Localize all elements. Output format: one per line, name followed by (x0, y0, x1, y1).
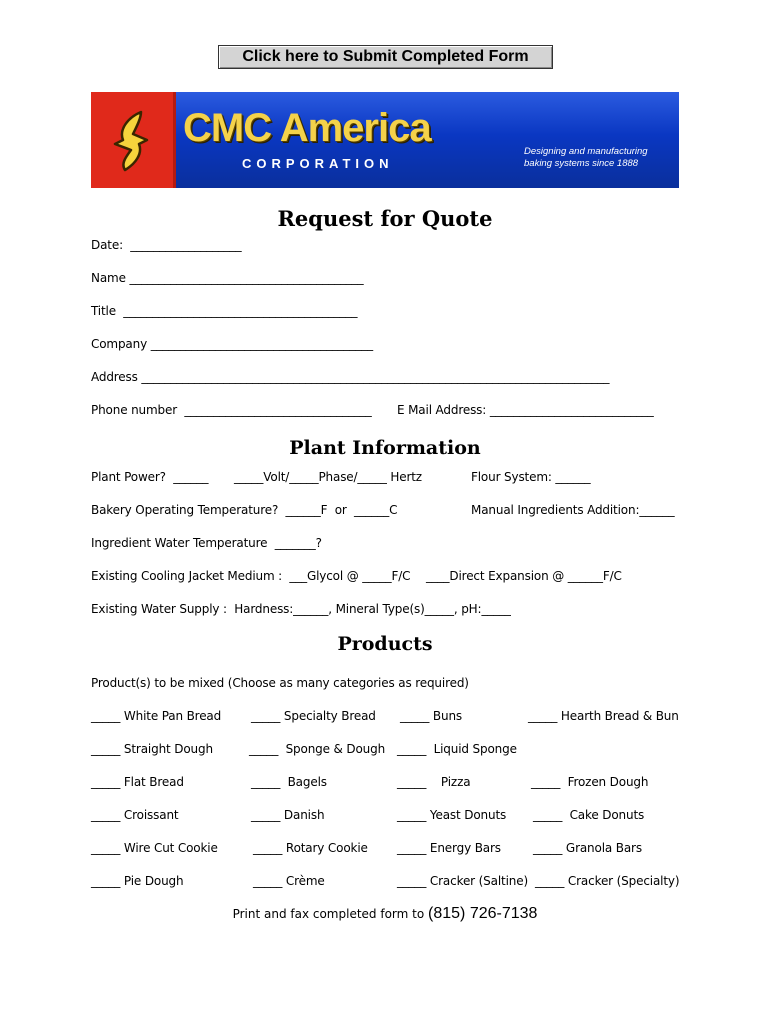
fax-number: (815) 726-7138 (428, 905, 538, 922)
tagline-line-2: baking systems since 1888 (524, 158, 639, 169)
product-pizza[interactable]: _____ Pizza (397, 775, 471, 789)
water-temperature-field[interactable]: Ingredient Water Temperature _______? (91, 536, 322, 550)
phone-field[interactable]: Phone number ________________________________ (91, 403, 372, 417)
product-straight-dough[interactable]: _____ Straight Dough (91, 742, 213, 756)
lightning-logo-icon (91, 92, 176, 188)
product-sponge-dough[interactable]: _____ Sponge & Dough (249, 742, 386, 756)
date-field[interactable]: Date: ___________________ (91, 238, 242, 252)
product-cake-donuts[interactable]: _____ Cake Donuts (533, 808, 645, 822)
company-field[interactable]: Company ______________________________________ (91, 337, 374, 351)
footer-fax-note (0, 905, 770, 923)
footer-text: Print and fax completed form to (232, 907, 429, 921)
cooling-jacket-field[interactable]: Existing Cooling Jacket Medium : ___Glycol @ _____F/C (91, 569, 411, 583)
bakery-temperature-field[interactable]: Bakery Operating Temperature? ______F or ______C (91, 503, 398, 517)
product-croissant[interactable]: _____ Croissant (91, 808, 179, 822)
product-white-pan-bread[interactable]: _____ White Pan Bread (91, 709, 222, 723)
product-energy-bars[interactable]: _____ Energy Bars (397, 841, 501, 855)
water-supply-field[interactable]: Existing Water Supply : Hardness:______, Mineral Type(s)_____, pH:_____ (91, 602, 511, 616)
product-rotary-cookie[interactable]: _____ Rotary Cookie (253, 841, 368, 855)
address-field[interactable]: Address ________________________________________________________________________________ (91, 370, 610, 384)
product-yeast-donuts[interactable]: _____ Yeast Donuts (397, 808, 507, 822)
product-bagels[interactable]: _____ Bagels (251, 775, 327, 789)
product-liquid-sponge[interactable]: _____ Liquid Sponge (397, 742, 517, 756)
product-buns[interactable]: _____ Buns (400, 709, 463, 723)
email-field[interactable]: E Mail Address: ____________________________ (397, 403, 654, 417)
page-title: Request for Quote (277, 206, 493, 231)
product-specialty-bread[interactable]: _____ Specialty Bread (251, 709, 376, 723)
products-heading: Products (337, 633, 433, 655)
product-wire-cut-cookie[interactable]: _____ Wire Cut Cookie (91, 841, 218, 855)
product-frozen-dough[interactable]: _____ Frozen Dough (531, 775, 649, 789)
product-danish[interactable]: _____ Danish (251, 808, 325, 822)
direct-expansion-field[interactable]: ____Direct Expansion @ ______F/C (426, 569, 622, 583)
product-cracker-specialty[interactable]: _____ Cracker (Specialty) (535, 874, 680, 888)
product-cracker-saltine[interactable]: _____ Cracker (Saltine) (397, 874, 528, 888)
company-banner (91, 92, 679, 188)
flour-system-field[interactable]: Flour System: ______ (471, 470, 591, 484)
manual-ingredients-field[interactable]: Manual Ingredients Addition:______ (471, 503, 675, 517)
volt-phase-hertz-field[interactable]: _____Volt/_____Phase/_____ Hertz (234, 470, 422, 484)
product-hearth-bread-bun[interactable]: _____ Hearth Bread & Bun (528, 709, 679, 723)
name-field[interactable]: Name ________________________________________ (91, 271, 364, 285)
title-field[interactable]: Title ________________________________________ (91, 304, 358, 318)
product-pie-dough[interactable]: _____ Pie Dough (91, 874, 184, 888)
plant-power-field[interactable]: Plant Power? ______ (91, 470, 209, 484)
brand-name: CMC America (183, 106, 431, 150)
product-flat-bread[interactable]: _____ Flat Bread (91, 775, 184, 789)
brand-subtitle: CORPORATION (242, 156, 394, 171)
products-intro: Product(s) to be mixed (Choose as many categories as required) (91, 676, 469, 690)
plant-information-heading: Plant Information (289, 437, 481, 459)
product-creme[interactable]: _____ Crème (253, 874, 325, 888)
submit-form-button[interactable]: Click here to Submit Completed Form (218, 45, 553, 69)
tagline-line-1: Designing and manufacturing (524, 146, 648, 157)
product-granola-bars[interactable]: _____ Granola Bars (533, 841, 642, 855)
